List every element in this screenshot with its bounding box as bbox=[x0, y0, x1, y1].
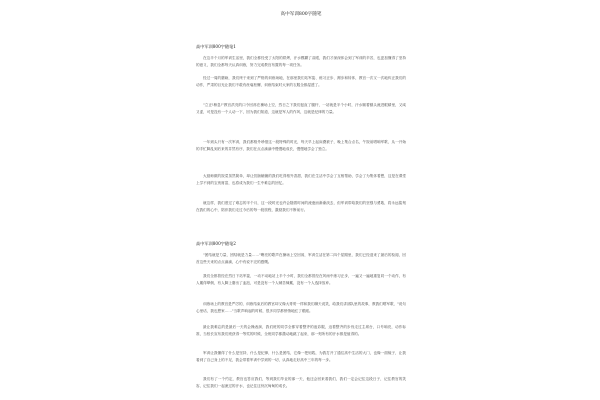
section-1-paragraph: "立正!稍息!"教官洪亮的口令回荡在操场上空，烈日之下我们挺直了腰杆，一站就是半个小时，汗水顺着额头流进眼睛里，又咸又涩，可是没有一个人动一下，因为我们知道，这就是军人的作风，这就是纪律的力量。 bbox=[196, 103, 406, 114]
section-2-paragraph: "团结就是力量，团结就是力量……"嘹亮的歌声在操场上空回荡，军训生活在第二四个星期里，我们已经迎来了最后的检阅，回首这些天来的点点滴滴，心中有说不完的感慨。 bbox=[196, 253, 406, 264]
section-1-paragraph: 经过一周的磨砺，我们终于来到了严格的训练场地，在那里我们站军姿、练习正步、踢步和转体，教官一次又一次地纠正我们的动作，严肃的目光让我们不敢有丝毫松懈，训练结束时大家的衣服全都湿透了。 bbox=[196, 76, 406, 87]
document-title: 高中军训800字随笔 bbox=[280, 12, 322, 17]
section-2-paragraph: 军训让我懂得了什么是坚持，什么是纪律，什么是团结，它像一把钥匙，为我打开了通往高中生活的大门，也像一面镜子，让我看到了自己身上的不足，我会带着军训中学到的一切，认真地走好高中三年的每一步。 bbox=[196, 351, 406, 362]
section-2-paragraph: 我们全都曾经在烈日下站军姿，一动不动地站上半个小时，我们全都曾经在风雨中练习正步，一遍又一遍地重复同一个动作，有人累得晕倒，有人脚上磨出了血泡，可是没有一个人喊苦喊累，没有一个人选择放弃。 bbox=[196, 274, 406, 285]
section-1-paragraph: 就这样，我们度过了难忘的半个月，这一段时光也许会随着时间的流逝而渐渐淡去，但军训带给我们的坚强与勇敢，将永远铭刻在我们的心中，陪伴我们走过今后的每一段旅程，激励我们不断前行。 bbox=[196, 201, 406, 212]
section-2-paragraph: 我们有了一个约定，教官也答应我们，等到我们毕业的那一天，他还会回来看我们，我们一定会记住这段日子，记住教官的笑容，记住我们一起流过的汗水，也记住这份沉甸甸的成长。 bbox=[196, 377, 406, 388]
document-page bbox=[196, 0, 406, 400]
section-2-heading: 高中军训800字随笔2 bbox=[196, 241, 236, 246]
section-2-paragraph: 训练场上的教官是严厉的，训练结束后的教官却又像大哥哥一样和我们聊天说笑，给我们讲部队里的故事，教我们唱军歌，"说句心里话，我也想家……"当歌声响起的时候，很多同学都悄悄地红了眼眶。 bbox=[196, 302, 406, 313]
section-1-heading: 高中军训800字随笔1 bbox=[196, 44, 236, 49]
section-1-paragraph: 一年到头只有一次军训，我们都格外珍惜这一段特殊的时光，每天早上起床叠被子，晚上集合点名，午饭前唱响军歌，从一开始的手忙脚乱到后来的井然有序，我们在点点滴滴中慢慢地成长，慢慢地学会了独立。 bbox=[196, 140, 406, 151]
section-1-paragraph: 在这半个月的军训生活里，我们全都经受了太阳的烘烤，汗水模糊了双眼，我们才深深体会到了军训的辛苦，也更加懂得了坚持的意义，我们全都每天认真训练，努力完成教官布置的每一项任务。 bbox=[196, 56, 406, 67]
section-1-paragraph: 大厨师做的饭菜虽然简单，却让饥肠辘辘的我们吃得格外香甜，我们在生活中学会了互相帮助，学会了为集体着想，这是在课堂上学不到的宝贵财富，也将成为我们一生中难忘的回忆。 bbox=[196, 174, 406, 185]
section-2-paragraph: 最让我难忘的是最后一天的会操表演，我们班的同学全都穿着整齐的迷彩服，迈着整齐的步伐走过主席台，口号响亮，动作标准，当校长宣布我们班获得一等奖的时候，全班同学都激动地跳了起来，那一刻所有的汗水都是值得的。 bbox=[196, 325, 406, 336]
